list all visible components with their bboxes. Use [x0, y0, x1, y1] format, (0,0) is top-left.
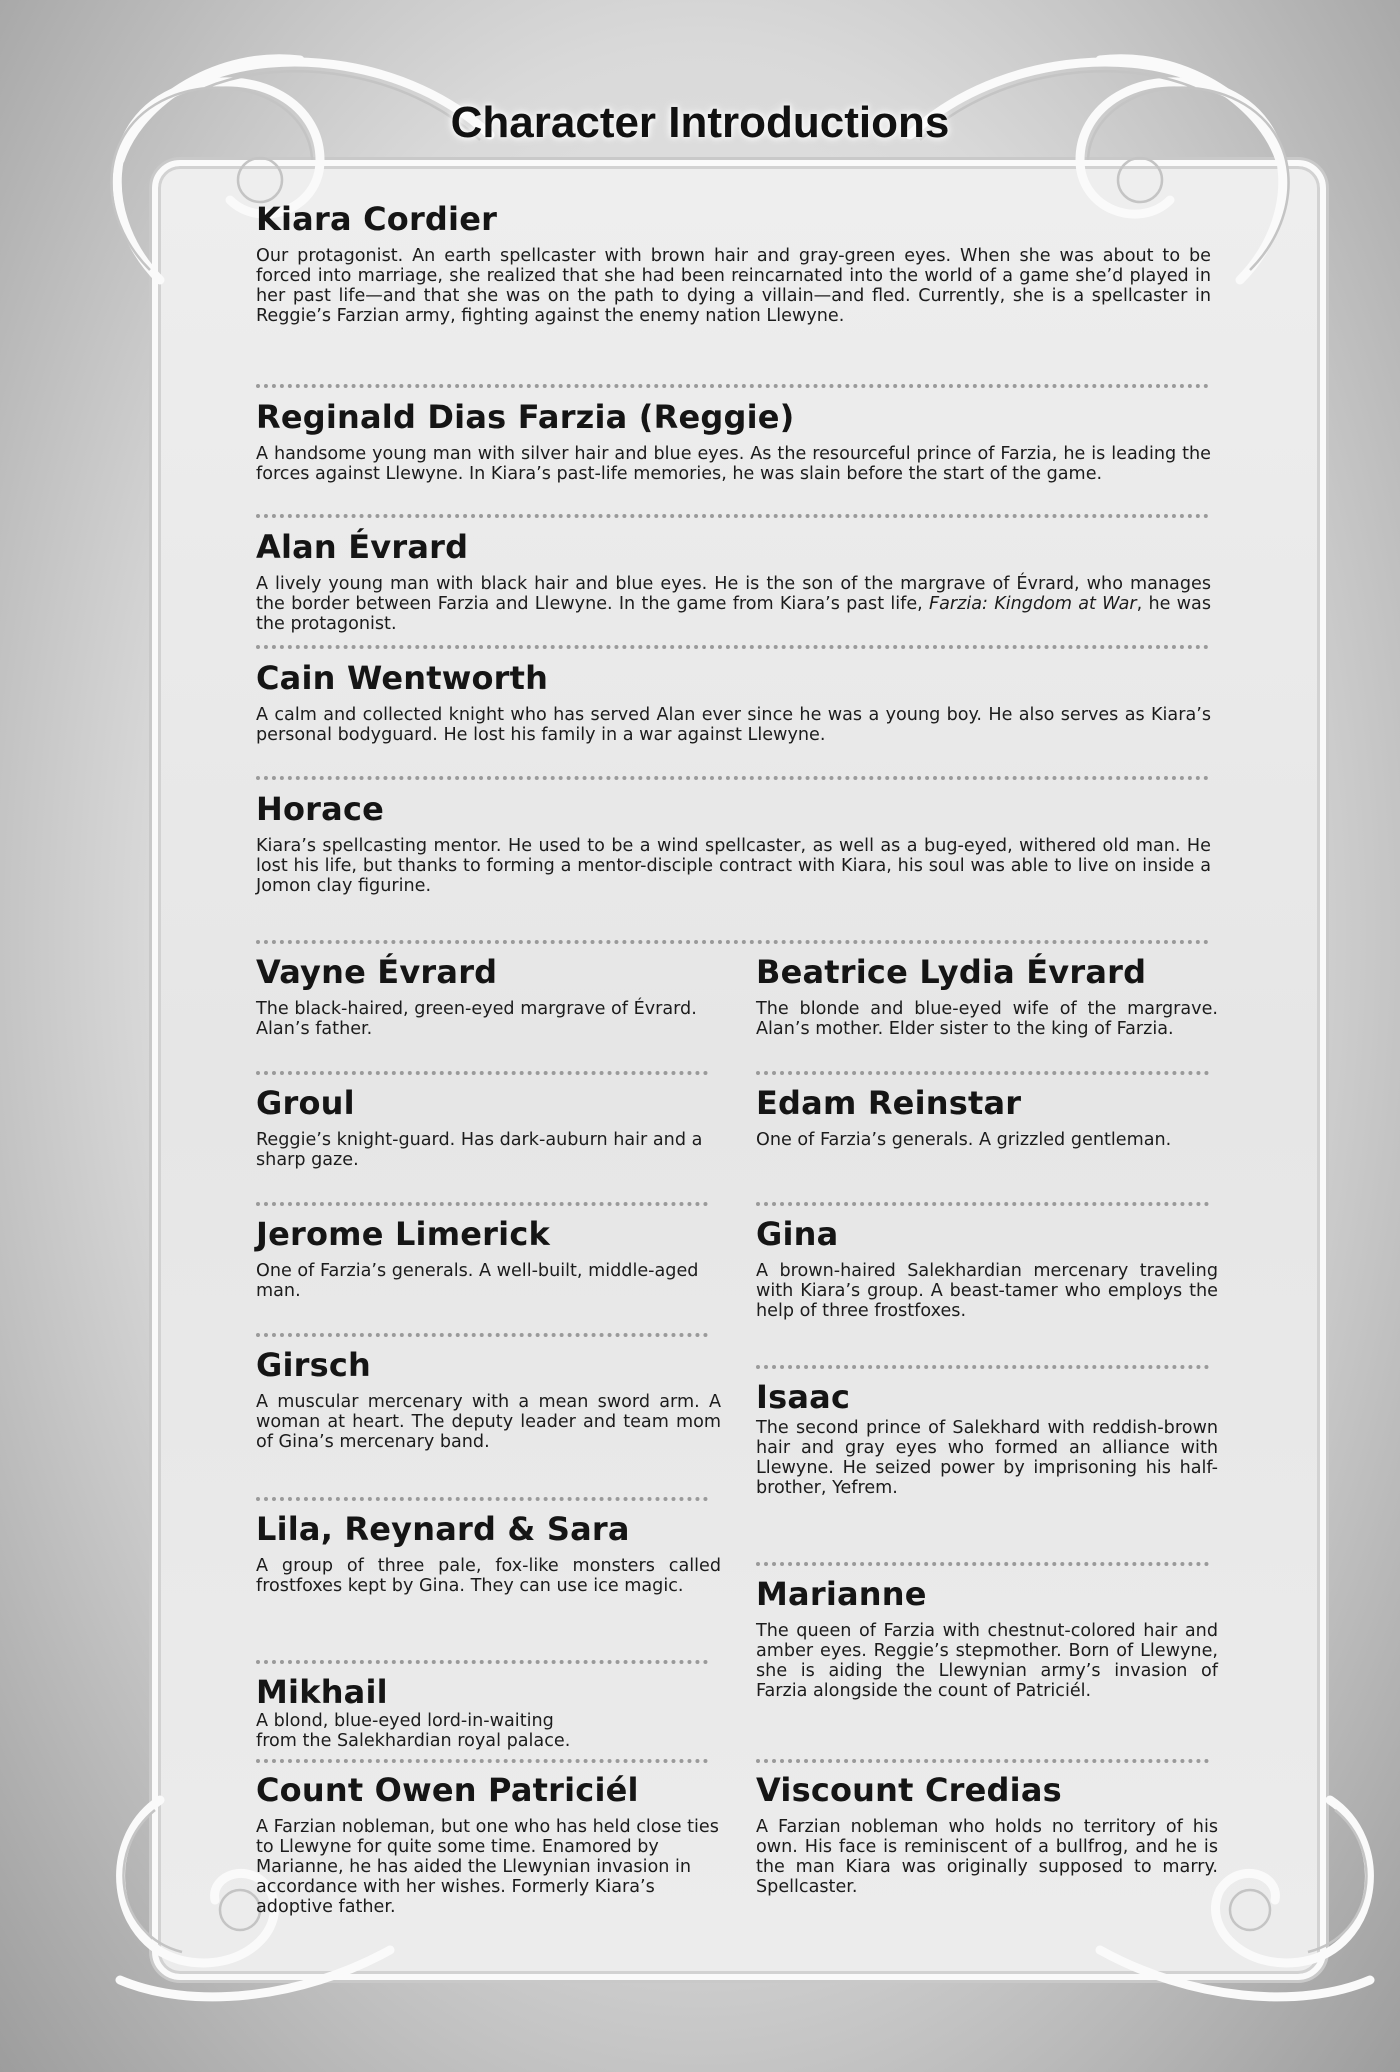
- character-description: The black-haired, green-eyed margrave of Évrard. Alan’s father.: [256, 999, 697, 1039]
- description-text: A lively young man with black hair and blue eyes. He is the son of the margrave of Évrard, who manages the border between Farzia and Llewyne. In the game from Kiara’s past life,: [256, 574, 1211, 614]
- character-name: Kiara Cordier: [256, 200, 498, 238]
- character-description: A Farzian nobleman who holds no territory of his own. His face is reminiscent of a bullfrog, and he is the man Kiara was originally supposed to marry. Spellcaster.: [756, 1817, 1218, 1897]
- dotted-divider: [256, 645, 1209, 649]
- character-name: Mikhail: [256, 1673, 388, 1711]
- character-name: Reginald Dias Farzia (Reggie): [256, 398, 795, 436]
- character-name: Marianne: [756, 1575, 927, 1613]
- character-entry: [256, 1215, 721, 1301]
- character-description: A group of three pale, fox-like monsters called frostfoxes kept by Gina. They can use ice magic.: [256, 1556, 721, 1596]
- character-description: A handsome young man with silver hair and blue eyes. As the resourceful prince of Farzia, he is leading the forces against Llewyne. In Kiara’s past-life memories, he was slain before the start of the game.: [256, 444, 1211, 484]
- character-name: Gina: [756, 1215, 839, 1253]
- character-entry: [256, 659, 1211, 745]
- character-description: One of Farzia’s generals. A well-built, middle-aged man.: [256, 1261, 699, 1301]
- character-entry: [256, 953, 721, 1039]
- dotted-divider: [256, 384, 1209, 388]
- character-name: Beatrice Lydia Évrard: [756, 953, 1147, 991]
- character-entry: [756, 1215, 1218, 1321]
- character-entry: [256, 398, 1211, 484]
- character-description: A muscular mercenary with a mean sword arm. A woman at heart. The deputy leader and team mom of Gina’s mercenary band.: [256, 1392, 721, 1452]
- dotted-divider: [256, 1660, 708, 1664]
- character-description: A Farzian nobleman, but one who has held close ties to Llewyne for quite some time. Enamored by Marianne, he has aided the Llewynian invasion in accordance with her wishes. Formerly Kiara’s adoptive father.: [256, 1817, 719, 1917]
- character-description: The queen of Farzia with chestnut-colored hair and amber eyes. Reggie’s stepmother. Born of Llewyne, she is aiding the Llewynian army’s invasion of Farzia alongside the count of Patriciél.: [756, 1621, 1218, 1701]
- character-entry: [256, 1771, 721, 1917]
- character-name: Viscount Credias: [756, 1771, 1062, 1809]
- dotted-divider: [256, 514, 1209, 518]
- character-name: Horace: [256, 790, 385, 828]
- character-name: Count Owen Patriciél: [256, 1771, 639, 1809]
- character-entry: [756, 1378, 1218, 1498]
- character-name: Edam Reinstar: [756, 1084, 1022, 1122]
- dotted-divider: [756, 1202, 1209, 1206]
- dotted-divider: [256, 776, 1209, 780]
- character-name: Girsch: [256, 1346, 372, 1384]
- dotted-divider: [756, 1071, 1209, 1075]
- dotted-divider: [756, 1562, 1209, 1566]
- character-description: The blonde and blue-eyed wife of the margrave. Alan’s mother. Elder sister to the king of Farzia.: [756, 999, 1218, 1039]
- dotted-divider: [256, 1333, 708, 1337]
- character-name: Isaac: [756, 1378, 851, 1416]
- character-entry: [756, 953, 1218, 1039]
- character-entry: [256, 1346, 721, 1452]
- dotted-divider: [256, 1071, 708, 1075]
- character-description: Kiara’s spellcasting mentor. He used to be a wind spellcaster, as well as a bug-eyed, withered old man. He lost his life, but thanks to forming a mentor-disciple contract with Kiara, his soul was able to live on inside a Jomon clay figurine.: [256, 836, 1211, 896]
- character-entry: [756, 1575, 1218, 1701]
- character-name: Alan Évrard: [256, 528, 469, 566]
- character-description: A blond, blue-eyed lord-in-waiting from the Salekhardian royal palace.: [256, 1711, 571, 1751]
- dotted-divider: [256, 1759, 708, 1763]
- character-description: A brown-haired Salekhardian mercenary traveling with Kiara’s group. A beast-tamer who employs the help of three frostfoxes.: [756, 1261, 1218, 1321]
- character-entry: [256, 1673, 721, 1751]
- character-name: Jerome Limerick: [256, 1215, 550, 1253]
- character-description: [256, 574, 1211, 634]
- character-description: Our protagonist. An earth spellcaster with brown hair and gray-green eyes. When she was about to be forced into marriage, she realized that she had been reincarnated into the world of a game she’d played in her past life—and that she was on the path to dying a villain—and fled. Currently, she is a spellcaster in Reggie’s Farzian army, fighting against the enemy nation Llewyne.: [256, 246, 1211, 326]
- character-entry: [256, 1510, 721, 1596]
- character-entry: [256, 790, 1211, 896]
- page-title: Character Introductions: [450, 98, 950, 147]
- dotted-divider: [756, 1759, 1209, 1763]
- dotted-divider: [256, 1202, 708, 1206]
- dotted-divider: [256, 940, 1209, 944]
- dotted-divider: [756, 1365, 1209, 1369]
- character-entry: [756, 1771, 1218, 1897]
- character-entry: [256, 200, 1211, 326]
- character-entry: [256, 1084, 721, 1170]
- character-name: Cain Wentworth: [256, 659, 549, 697]
- character-description: A calm and collected knight who has served Alan ever since he was a young boy. He also serves as Kiara’s personal bodyguard. He lost his family in a war against Llewyne.: [256, 705, 1211, 745]
- character-description: One of Farzia’s generals. A grizzled gentleman.: [756, 1130, 1172, 1150]
- character-entry: [756, 1084, 1218, 1150]
- character-name: Lila, Reynard & Sara: [256, 1510, 630, 1548]
- dotted-divider: [256, 1497, 708, 1501]
- character-description: The second prince of Salekhard with reddish-brown hair and gray eyes who formed an alliance with Llewyne. He seized power by imprisoning his half-brother, Yefrem.: [756, 1418, 1218, 1498]
- character-description: Reggie’s knight-guard. Has dark-auburn hair and a sharp gaze.: [256, 1130, 703, 1170]
- description-text: , he was the protagonist.: [256, 594, 1212, 634]
- character-name: Vayne Évrard: [256, 953, 498, 991]
- character-name: Groul: [256, 1084, 355, 1122]
- character-entry: [256, 528, 1211, 634]
- game-title: Farzia: Kingdom at War: [929, 594, 1137, 614]
